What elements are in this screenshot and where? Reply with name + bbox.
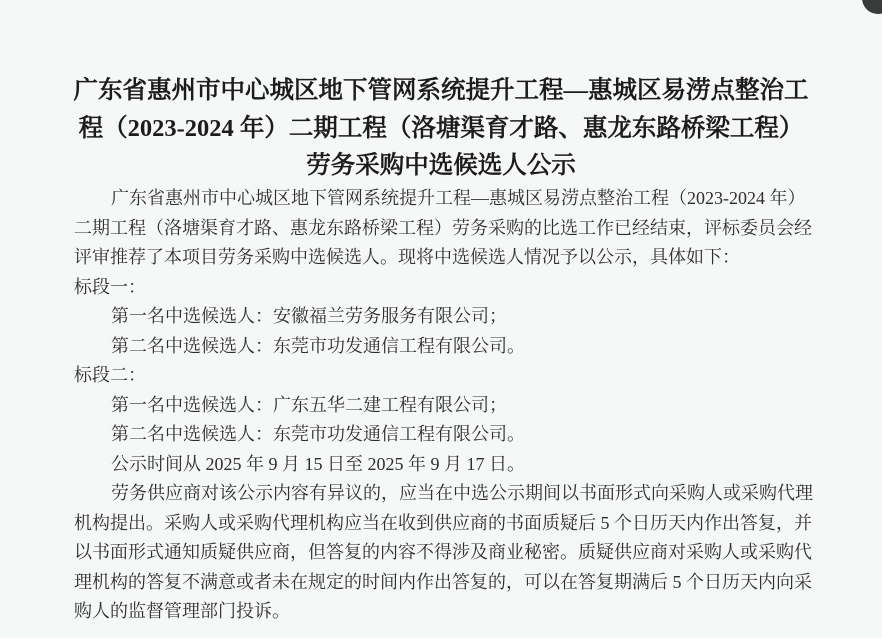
title-line: 劳务采购中选候选人公示 xyxy=(306,152,576,179)
section-1-candidate-1: 第一名中选候选人：安徽福兰劳务服务有限公司； xyxy=(111,306,507,326)
body-line-intro: 广东省惠州市中心城区地下管网系统提升工程—惠城区易涝点整治工程（2023-2024 年） xyxy=(111,188,806,208)
section-2-candidate-1: 第一名中选候选人：广东五华二建工程有限公司； xyxy=(111,394,507,415)
objection-paragraph-line: 以书面形式通知质疑供应商，但答复的内容不得涉及商业秘密。质疑供应商对采购人或采购代 xyxy=(74,542,812,562)
body-line-intro: 二期工程（洛塘渠育才路、惠龙东路桥梁工程）劳务采购的比选工作已经结束，评标委员会经 xyxy=(74,217,812,238)
objection-paragraph-line: 劳务供应商对该公示内容有异议的，应当在中选公示期间以书面形式向采购人或采购代理 xyxy=(111,483,813,503)
title-line: 程（2023-2024 年）二期工程（洛塘渠育才路、惠龙东路桥梁工程） xyxy=(78,114,804,142)
objection-paragraph-line: 购人的监督管理部门投诉。 xyxy=(74,601,290,621)
document-body xyxy=(74,184,826,627)
publicity-period-line: 公示时间从 2025 年 9 月 15 日至 2025 年 9 月 17 日。 xyxy=(111,453,525,474)
section-1-label: 标段一： xyxy=(74,276,146,297)
corner-button[interactable] xyxy=(862,0,882,14)
document-title xyxy=(40,72,842,185)
body-line-intro: 评审推荐了本项目劳务采购中选候选人。现将中选候选人情况予以公示，具体如下： xyxy=(74,247,740,267)
title-line: 广东省惠州市中心城区地下管网系统提升工程—惠城区易涝点整治工 xyxy=(73,77,809,104)
section-2-label: 标段二： xyxy=(74,365,146,385)
objection-paragraph-line: 理机构的答复不满意或者未在规定的时间内作出答复的，可以在答复期满后 5 个日历天内向采 xyxy=(74,571,812,592)
objection-paragraph-line: 机构提出。采购人或采购代理机构应当在收到供应商的书面质疑后 5 个日历天内作出答复，并 xyxy=(74,512,812,533)
section-1-candidate-2: 第二名中选候选人：东莞市功发通信工程有限公司。 xyxy=(111,335,525,356)
section-2-candidate-2: 第二名中选候选人：东莞市功发通信工程有限公司。 xyxy=(111,424,525,444)
